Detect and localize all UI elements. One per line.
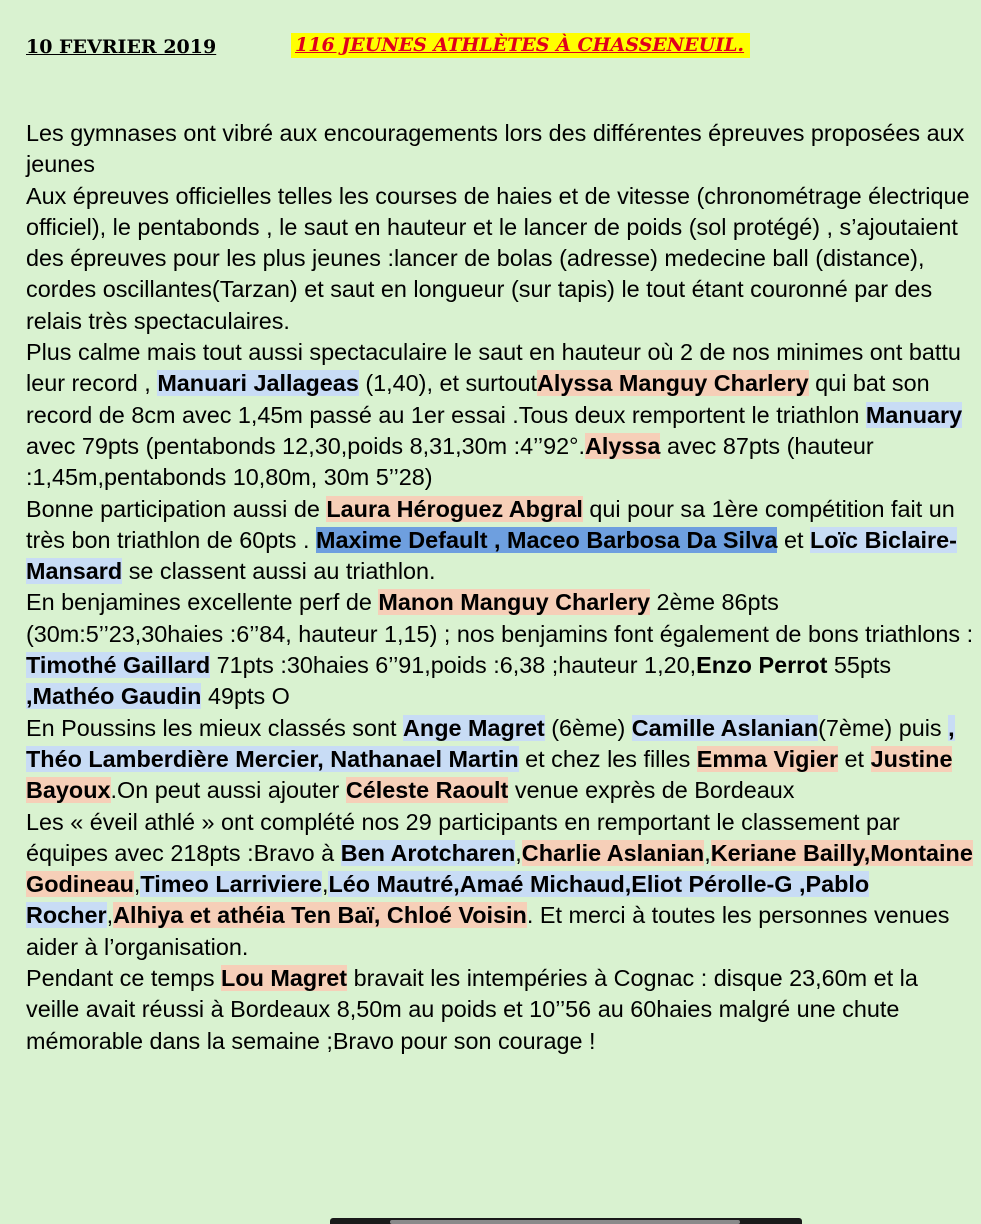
athlete-name: Alyssa Manguy Charlery — [536, 370, 809, 397]
text: Aux épreuves officielles telles les courses de haies et de vitesse (chronométrage électrique officiel), le pentabonds , le saut en hauteur et le lancer de poids (sol protégé) , s’ajoutaient des épreuves pour les plus jeunes :lancer de bolas (adresse) medecine ball (distance), cordes oscillantes(Tarzan) et saut en longueur (sur tapis) le tout étant couronné par des relais très spectaculaires. — [26, 182, 970, 334]
athlete-name: Alhiya et athéia Ten Baï, Chloé Voisin — [113, 902, 527, 929]
paragraph-7 — [26, 807, 974, 963]
athlete-name: Manuary — [865, 401, 963, 428]
article-date: 10 FEVRIER 2019 — [26, 36, 217, 58]
separator: , — [515, 839, 522, 866]
athlete-name: Timeo Larriviere — [140, 871, 322, 898]
text: (1,40), et surtout — [365, 370, 537, 397]
text: 49pts O — [207, 683, 290, 710]
athlete-name: Timothé Gaillard — [26, 652, 211, 679]
text: et — [844, 745, 865, 772]
athlete-name: Alyssa — [585, 432, 661, 459]
text: Plus calme mais tout aussi spectaculaire le saut en hauteur où 2 de nos minimes ont battu leur record , — [26, 339, 961, 397]
athlete-name: Enzo Perrot — [696, 652, 828, 679]
paragraph-6 — [26, 713, 974, 807]
text: et chez les filles — [525, 745, 691, 772]
text: qui bat son record de 8cm avec 1,45m passé au 1er essai .Tous deux remportent le triathlon — [26, 370, 930, 428]
athlete-name: Manuari Jallageas — [157, 370, 359, 397]
scrollbar-thumb[interactable] — [390, 1220, 740, 1224]
text: 2ème 86pts (30m:5’’23,30haies :6’’84, hauteur 1,15) ; nos benjamins font également de bons triathlons : — [26, 589, 974, 647]
text: (7ème) puis — [818, 714, 942, 741]
athlete-name: Lou Magret — [221, 965, 348, 992]
text: 55pts — [827, 652, 892, 679]
athlete-name: Laura Héroguez Abgral — [326, 495, 583, 522]
athlete-name: Loïc Biclaire-Mansard — [26, 526, 957, 585]
text: Bonne participation aussi de — [26, 495, 320, 522]
paragraph-1 — [26, 118, 974, 181]
athlete-name: , Théo Lamberdière Mercier, Nathanael Martin — [26, 714, 955, 772]
text: En benjamines excellente perf de — [26, 589, 372, 616]
athlete-name: Ben Arotcharen — [340, 839, 516, 866]
text: qui pour sa 1ère compétition fait un très bon triathlon de 60pts . — [26, 495, 955, 553]
separator: , — [133, 871, 141, 898]
athlete-name: Ange Magret — [403, 714, 545, 741]
text: En Poussins les mieux classés sont — [26, 714, 397, 741]
paragraph-3 — [26, 337, 974, 493]
athlete-name: ,Mathéo Gaudin — [26, 683, 202, 710]
athlete-name: Justine Bayoux — [26, 745, 953, 804]
paragraph-2 — [26, 181, 974, 337]
text: venue exprès de Bordeaux — [514, 777, 795, 804]
paragraph-4 — [26, 494, 974, 588]
text: bravait les intempéries à Cognac : disque 23,60m et la veille avait réussi à Bordeaux 8,50m au poids et 10’’56 au 60haies malgré une chute mémorable dans la semaine ;Bravo pour son courage ! — [26, 965, 918, 1054]
article-body — [26, 118, 974, 1057]
text: se classent aussi au triathlon. — [128, 558, 436, 585]
article-headline: 116 JEUNES ATHLÈTES À CHASSENEUIL. — [291, 33, 750, 58]
text: Les « éveil athlé » ont complété nos 29 participants en remportant le classement par équipes avec 218pts :Bravo à — [26, 808, 900, 866]
athlete-name: Emma Vigier — [696, 745, 839, 772]
text: Pendant ce temps — [26, 965, 215, 992]
text: avec 79pts (pentabonds 12,30,poids 8,31,30m :4’’92°. — [26, 432, 585, 459]
text: (6ème) — [551, 714, 626, 741]
text: avec 87pts (hauteur :1,45m,pentabonds 10,80m, 30m 5’’28) — [26, 432, 874, 491]
text: . Et merci à toutes les personnes venues aider à l’organisation. — [26, 902, 950, 960]
text: 71pts :30haies 6’’91,poids :6,38 ;hauteur 1,20, — [216, 652, 697, 679]
separator: , — [106, 902, 114, 929]
text: Les gymnases ont vibré aux encouragements lors des différentes épreuves proposées aux jeunes — [26, 120, 965, 178]
athlete-name: Maxime Default , Maceo Barbosa Da Silva — [315, 526, 778, 553]
horizontal-scrollbar[interactable] — [330, 1218, 802, 1224]
athlete-name: Keriane Bailly,Montaine Godineau — [26, 839, 973, 898]
separator: , — [704, 839, 711, 866]
paragraph-8 — [26, 963, 974, 1057]
separator: , — [321, 871, 329, 898]
text: .On peut aussi ajouter — [110, 777, 340, 804]
paragraph-5 — [26, 587, 974, 712]
athlete-name: Léo Mautré,Amaé Michaud,Eliot Pérolle-G ,Pablo Rocher — [26, 871, 870, 929]
athlete-name: Camille Aslanian — [631, 714, 819, 741]
athlete-name: Charlie Aslanian — [521, 839, 705, 866]
athlete-name: Céleste Raoult — [345, 777, 509, 804]
athlete-name: Manon Manguy Charlery — [378, 589, 651, 616]
text: et — [783, 526, 804, 553]
